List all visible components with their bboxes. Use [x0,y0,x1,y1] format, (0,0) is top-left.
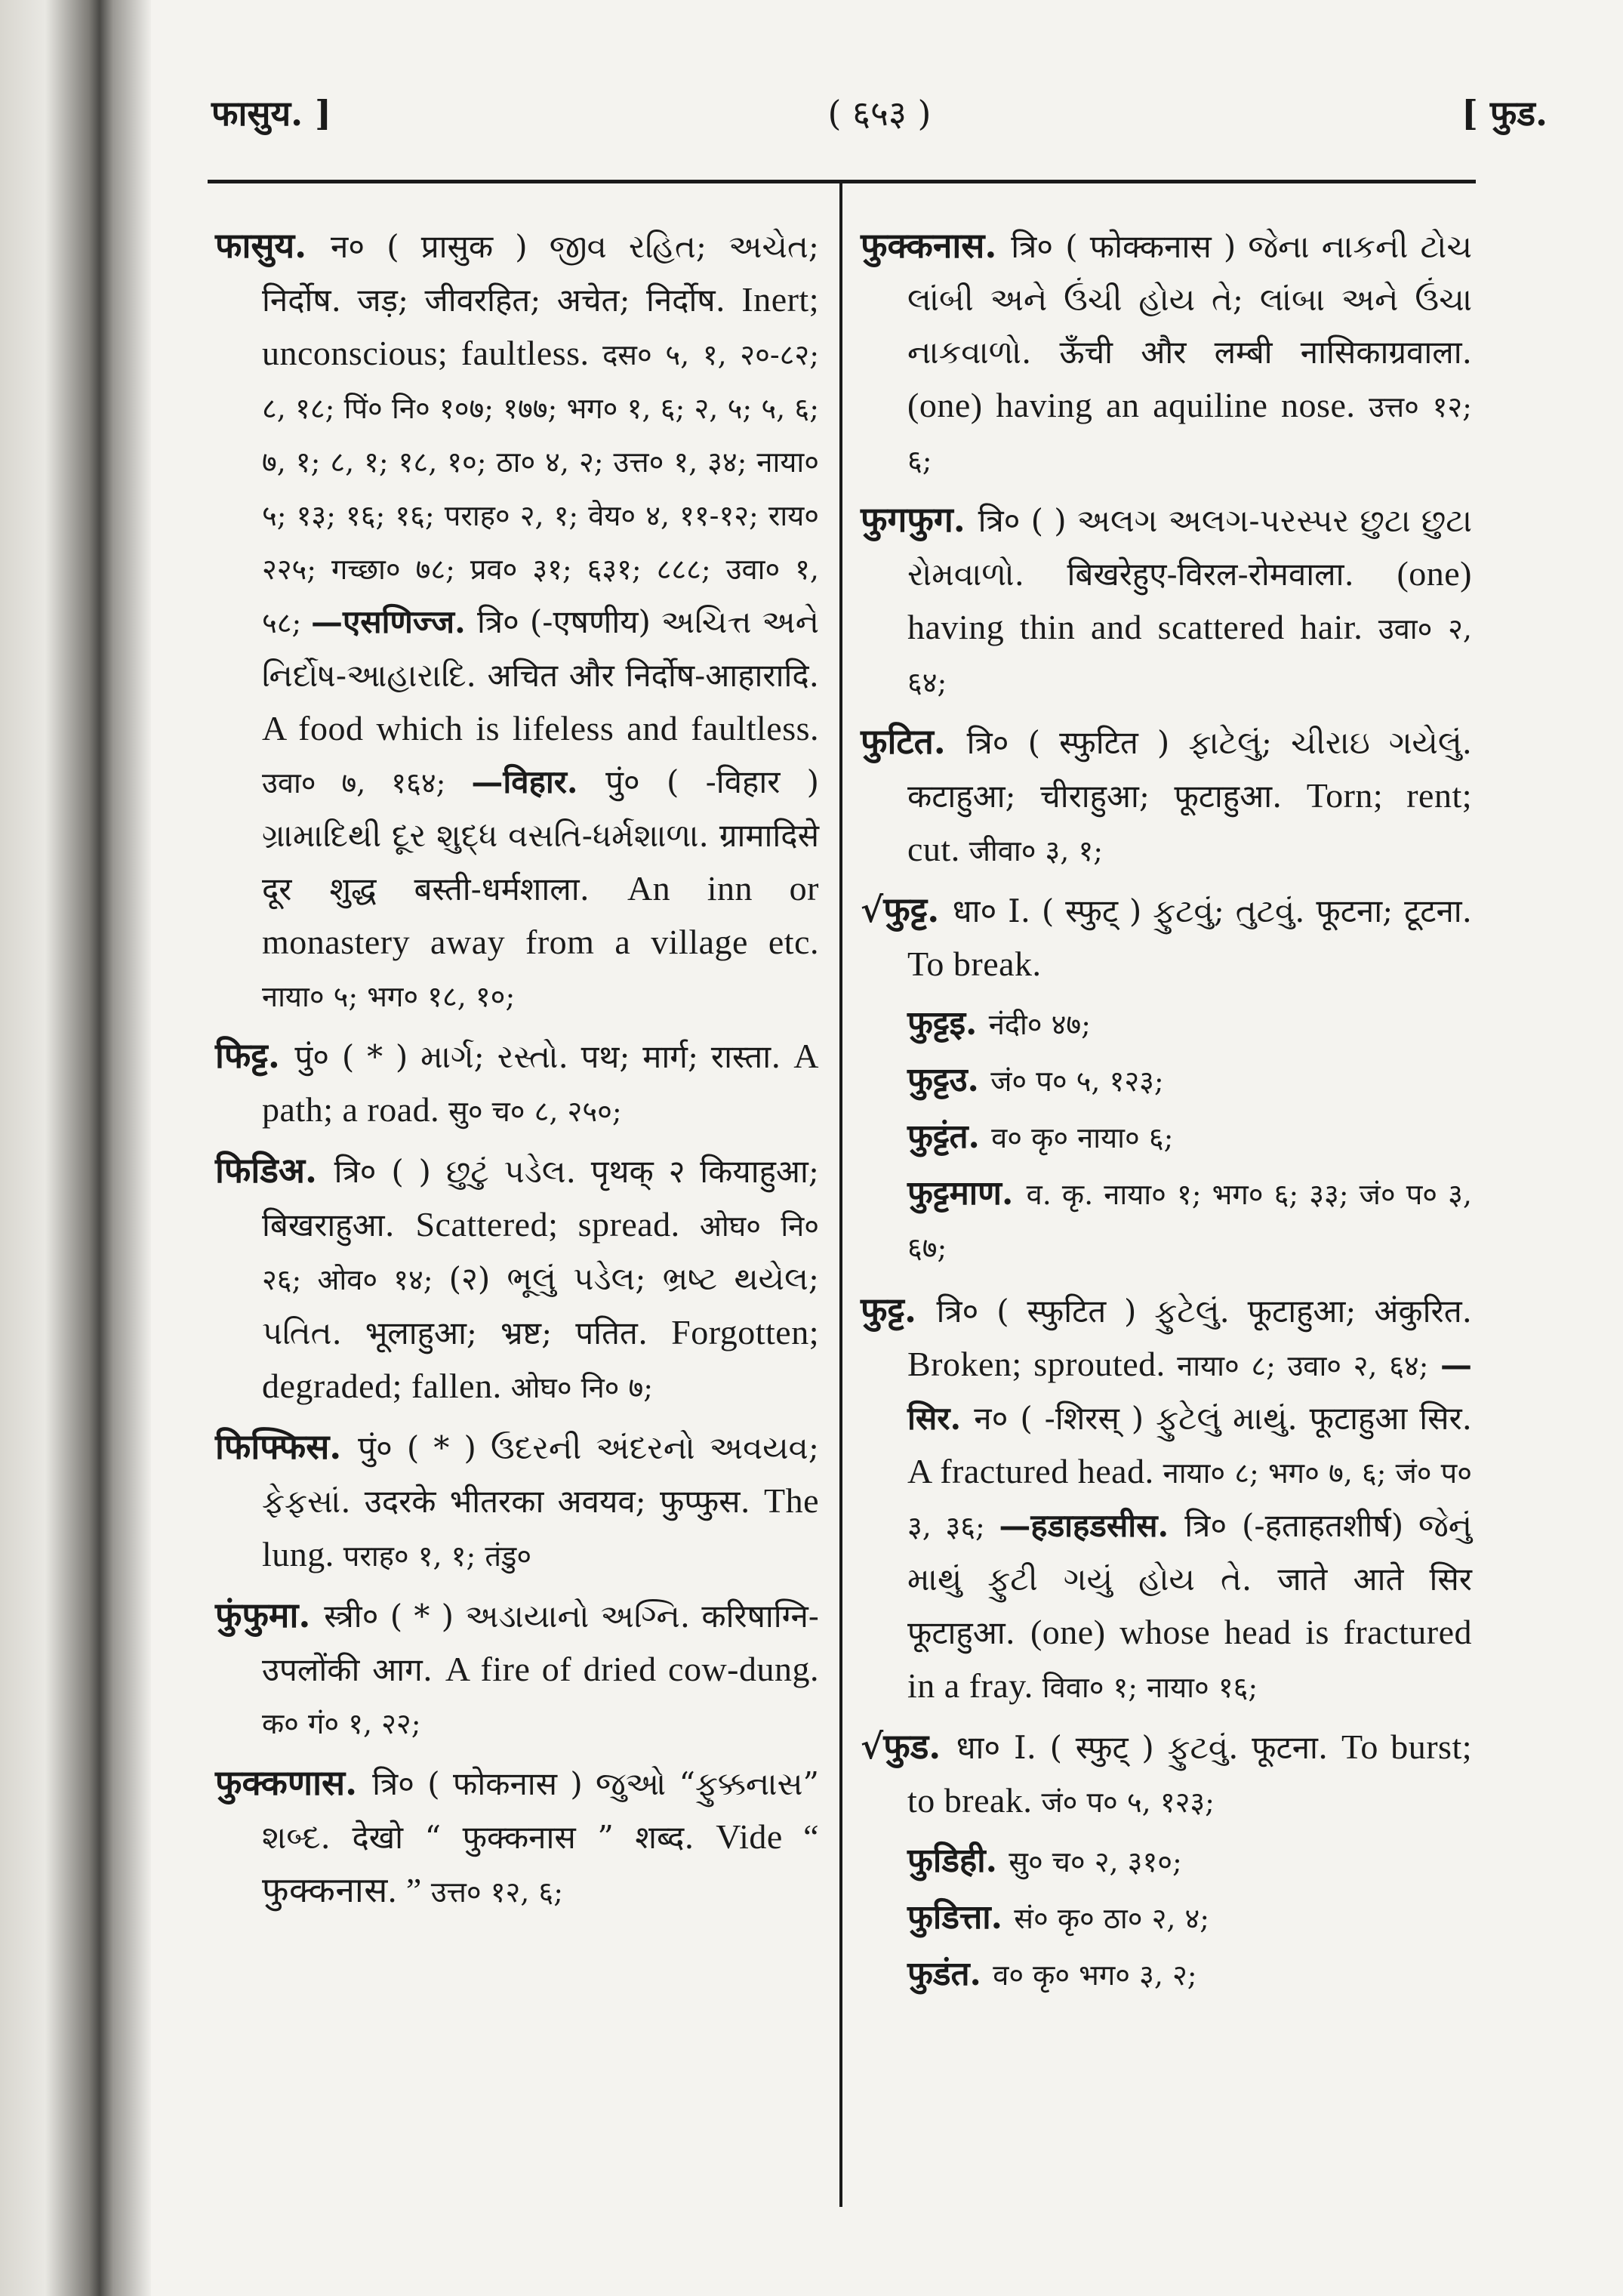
headword: फिडिअ. [215,1150,334,1191]
references: ओघ० नि० ७; [510,1371,654,1404]
references: नाया० ८; उवा० २, ६४; [1177,1349,1440,1382]
verb-form [907,1167,1472,1274]
references: उत्त० १२, ६; [430,1875,563,1909]
english-gloss: A fractured head. [907,1452,1163,1490]
references: पराह० १, १; तंडु० [343,1539,532,1573]
headword: फिट्ट. [215,1035,295,1076]
dictionary-entry [215,1589,819,1750]
english-gloss: A food which is lifeless and faultless. [262,709,819,747]
references: विवा० १; नाया० १६; [1042,1671,1258,1704]
english-gloss: A fire of dried cow-dung. [445,1650,819,1688]
definition: धा० I. ( स्फुट् ) ફુટવું. फूटना. [956,1729,1341,1766]
definition: न० ( प्रासुक ) જીવ રહિત; અચેત; निर्दोष. जड़; जीवरहित; अचेत; निर्दोष. [262,228,820,319]
references: सं० कृ० ठा० २, ४; [1014,1902,1210,1935]
sub-headword: —सिर. [907,1346,1472,1437]
definition: पुं० ( * ) ઉદરની અંદરનો અવયવ; ફેફસાં. उदरके भीतरका अवयव; फुप्फुस. [262,1429,819,1520]
headword: फुंफुमा. [215,1595,325,1635]
english-gloss: Inert; unconscious; faultless. [262,280,819,372]
headword: फुटित. [861,721,967,762]
verb-form [907,1891,1472,1945]
references: व. कृ. नाया० १; भग० ६; ३३; जं० प० ३, ६७; [907,1178,1472,1265]
page-number: ( ६५३ ) [827,93,932,134]
form-headword: फुडित्ता. [907,1898,1015,1937]
definition: स्त्री० ( * ) અડાયાનો અગ્નિ. करिषाग्नि-उपलोंकी आग. [262,1598,819,1688]
dictionary-entry [215,1144,819,1414]
verb-form [907,1835,1472,1888]
english-gloss: Forgotten; degraded; fallen. [262,1313,819,1405]
english-gloss: (one) having thin and scattered hair. [907,554,1472,646]
dictionary-entry [861,715,1472,877]
form-headword: फुडंत. [907,1955,993,1993]
references: नाया० ८; भग० ७, ६; जं० प० ३, ३६; [907,1456,1472,1543]
english-gloss: Broken; sprouted. [907,1345,1178,1383]
dictionary-entry [215,1420,819,1583]
headword: √फुट्ट. [861,889,953,930]
dictionary-entry [215,1029,819,1138]
english-gloss: The lung. [262,1481,819,1573]
sub-headword: —एसणिज्ज. [311,603,477,640]
english-gloss: (one) having an aquiline nose. [907,386,1369,424]
definition: त्रि० ( स्फुटित ) ફાટેલું; ચીરાઇ ગયેલું. कटाहुआ; चीराहुआ; फूटाहुआ. [907,724,1472,815]
dictionary-entry [861,493,1472,709]
english-gloss: (one) whose head is fractured in a fray. [907,1613,1472,1705]
definition: धा० I. ( स्फुट् ) ફુટવું; તુટવું. फूटना; टूटना. [952,892,1472,929]
references: व० कृ० भग० ३, २; [993,1959,1197,1992]
definition: त्रि० ( फोकनास ) જુઓ “ફુક્કનાસ” શબ્દ. देखो “ फुक्कनास ” शब्द. [262,1765,819,1856]
definition: त्रि० (-एषणीय) અચિત્ત અને નિર્દોષ-આહારાદિ. अचित और निर्दोष-आहारादि. [262,603,820,694]
references: उवा० ७, १६४; [262,766,472,800]
definition: पुं० ( * ) માર્ગ; રસ્તો. पथ; मार्ग; रास्ता. [294,1038,794,1075]
book-binding-edge [0,0,151,2296]
references: जीवा० ३, १; [969,834,1104,868]
references: सु० च० ८, २५०; [448,1095,622,1128]
verb-form [907,1948,1472,2002]
form-headword: फुट्टमाण. [907,1174,1027,1213]
definition: त्रि० (-हताहतशीर्ष) જેનું માથું ફુટી ગયું હોય તે. जाते आते सिर फूटाहुआ. [907,1507,1472,1651]
references: नाया० ५; भग० १८, १०; [262,980,516,1013]
headword: फासुय. [215,225,331,266]
english-gloss: A path; a road. [262,1037,820,1129]
verb-form [907,1111,1472,1164]
references: जं० प० ५, १२३; [1041,1786,1215,1819]
dictionary-entry [861,219,1472,487]
references: दस० ५, १, २०-८२; ८, १८; पिं० नि० १०७; १७७; भग० १, ६; २, ५; ५, ६; ७, १; ८, १; १८, १०; ठा० ४, २; उत्त० १, ३४; नाया० ५; १३; १६; १६; पराह० २, १; वेय० ४, ११-१२; राय० २२५; गच्छा० ७८; प्रव० ३१; ६३१; ८८८; उवा० १, ५८; [262,338,819,639]
headword: फुक्कणास. [215,1762,373,1803]
references: ओघ० नि० २६; ओव० १४; [262,1210,820,1296]
definition: त्रि० ( स्फुटित ) ફુટેલું. फूटाहुआ; अंकुरित. [936,1293,1472,1330]
headword: फुगफुग. [861,499,978,540]
dictionary-entry [861,1284,1472,1714]
header-left-guideword: फासुय. ] [211,93,331,134]
english-gloss: Vide “ फुक्कनास. ” [262,1817,819,1909]
english-gloss: An inn or monastery away from a village etc. [262,869,819,961]
references: जं० प० ५, १२३; [990,1065,1164,1098]
form-headword: फुडिही. [907,1841,1009,1880]
references: उत्त० १२; ६; [907,390,1472,477]
references: क० गं० १, २२; [262,1707,421,1740]
definition: त्रि० ( फोक्कनास ) જેના નાકની ટોચ લાંબી અને ઉંચી હોય તે; લાંબા અને ઉંચા નાકવાળો. ऊँची और लम्बी नासिकाग्रवाला. [907,228,1473,371]
verb-form [907,997,1472,1051]
headword: फुट्ट. [861,1290,937,1330]
dictionary-entry [215,1756,819,1918]
form-headword: फुट्टइ. [907,1004,989,1043]
sub-headword: —हडाहडसीस. [999,1507,1185,1544]
header-right-guideword: [ फुड. [1461,93,1548,134]
headword: √फुड. [861,1726,956,1767]
english-gloss: To burst; to break. [907,1727,1473,1820]
form-headword: फुट्टंत. [907,1117,992,1156]
sub-headword: —विहार. [471,763,606,800]
headword: फुक्कनास. [861,225,1012,266]
dictionary-entry [861,1720,1472,1829]
left-column [215,219,819,1925]
right-column [861,219,1472,2005]
form-headword: फुट्टउ. [907,1061,991,1099]
verb-form [907,1054,1472,1108]
references: नंदी० ४७; [988,1008,1091,1041]
column-divider [839,183,842,2207]
definition: त्रि० ( ) અલગ અલગ-પરસ્પર છુટા છુટા રોમવાળો. बिखरेहुए-विरल-रोमवाला. [907,502,1472,593]
references: उवा० २, ६४; [907,612,1472,699]
references: व० कृ० नाया० ६; [991,1121,1174,1154]
headword: फिफ्फिस. [215,1426,359,1467]
definition: न० ( -शिरस् ) ફુટેલું માથું. फूटाहुआ सिर. [974,1400,1472,1437]
definition: (२) ભૂલું પડેલ; ભ્રષ્ટ થયેલ; પતિત. भूलाहुआ; भ्रष्ट; पतित. [262,1260,819,1351]
dictionary-entry [215,219,819,1023]
english-gloss: Torn; rent; cut. [907,776,1472,868]
english-gloss: Scattered; spread. [415,1205,700,1244]
page-header [211,89,1548,157]
references: सु० च० २, ३१०; [1009,1845,1182,1878]
definition: त्रि० ( ) છુટું પડેલ. पृथक् २ कियाहुआ; बिखराहुआ. [262,1153,820,1244]
english-gloss: To break. [907,945,1042,983]
dictionary-entry [861,883,1472,991]
definition: पुं० ( -विहार ) ગ્રામાદિથી દૂર શુદ્ધ વસતિ-ધર્મશાળા. ग्रामादिसे दूर शुद्ध बस्ती-धर्मशाला. [262,763,819,908]
